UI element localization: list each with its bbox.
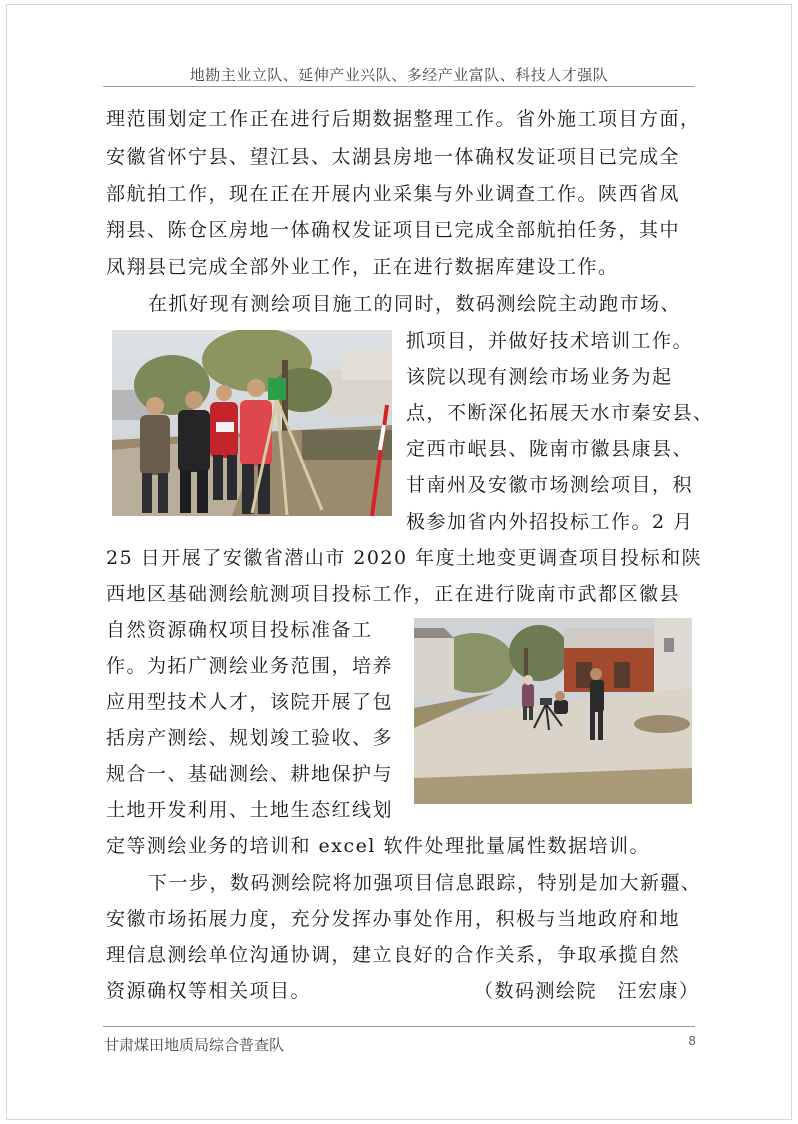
body-line: 抓项目，并做好技术培训工作。 xyxy=(406,330,694,352)
body-line: 该院以现有测绘市场业务为起 xyxy=(406,366,673,388)
author-byline: （数码测绘院 汪宏康） xyxy=(474,980,700,1002)
running-header: 地勘主业立队、延伸产业兴队、多经产业富队、科技人才强队 xyxy=(189,66,609,84)
body-line: 甘南州及安徽市场测绘项目，积 xyxy=(406,474,694,496)
body-line: 理范围划定工作正在进行后期数据整理工作。省外施工项目方面， xyxy=(106,108,701,130)
body-line: 定西市岷县、陇南市徽县康县、 xyxy=(406,438,694,460)
body-line: 部航拍工作，现在正在开展内业采集与外业调查工作。陕西省凤 xyxy=(106,183,681,205)
page-number: 8 xyxy=(688,1034,696,1048)
body-line: 西地区基础测绘航测项目投标工作，正在进行陇南市武都区徽县 xyxy=(106,583,681,605)
photo-surveyors-total-station xyxy=(112,330,392,516)
body-line: 土地开发利用、土地生态红线划 xyxy=(106,799,394,821)
body-line: 规合一、基础测绘、耕地保护与 xyxy=(106,763,394,785)
header-divider xyxy=(103,86,695,87)
body-line: 25 日开展了安徽省潜山市 2020 年度土地变更调查项目投标和陕 xyxy=(106,547,703,569)
body-line: 安徽市场拓展力度，充分发挥办事处作用，积极与当地政府和地 xyxy=(106,908,681,930)
footer-divider xyxy=(103,1026,695,1027)
body-line: 点，不断深化拓展天水市秦安县、 xyxy=(406,402,714,424)
footer-organization: 甘肃煤田地质局综合普查队 xyxy=(104,1036,285,1054)
body-line: 极参加省内外招投标工作。2 月 xyxy=(406,511,694,533)
body-line: 翔县、陈仓区房地一体确权发证项目已完成全部航拍任务，其中 xyxy=(106,219,681,241)
body-line: 作。为拓广测绘业务范围，培养 xyxy=(106,655,394,677)
body-line: 理信息测绘单位沟通协调，建立良好的合作关系，争取承揽自然 xyxy=(106,944,681,966)
body-line: 凤翔县已完成全部外业工作，正在进行数据库建设工作。 xyxy=(106,256,619,278)
body-line: 定等测绘业务的培训和 excel 软件处理批量属性数据培训。 xyxy=(106,835,651,857)
body-line: 安徽省怀宁县、望江县、太湖县房地一体确权发证项目已完成全 xyxy=(106,146,681,168)
body-line: 下一步，数码测绘院将加强项目信息跟踪，特别是加大新疆、 xyxy=(148,872,702,894)
photo-village-road-survey xyxy=(414,618,692,804)
body-line: 应用型技术人才，该院开展了包 xyxy=(106,691,394,713)
body-line: 括房产测绘、规划竣工验收、多 xyxy=(106,727,394,749)
body-line: 自然资源确权项目投标准备工 xyxy=(106,619,373,641)
body-line: 在抓好现有测绘项目施工的同时，数码测绘院主动跑市场、 xyxy=(148,293,682,315)
body-line: 资源确权等相关项目。 xyxy=(106,980,312,1002)
